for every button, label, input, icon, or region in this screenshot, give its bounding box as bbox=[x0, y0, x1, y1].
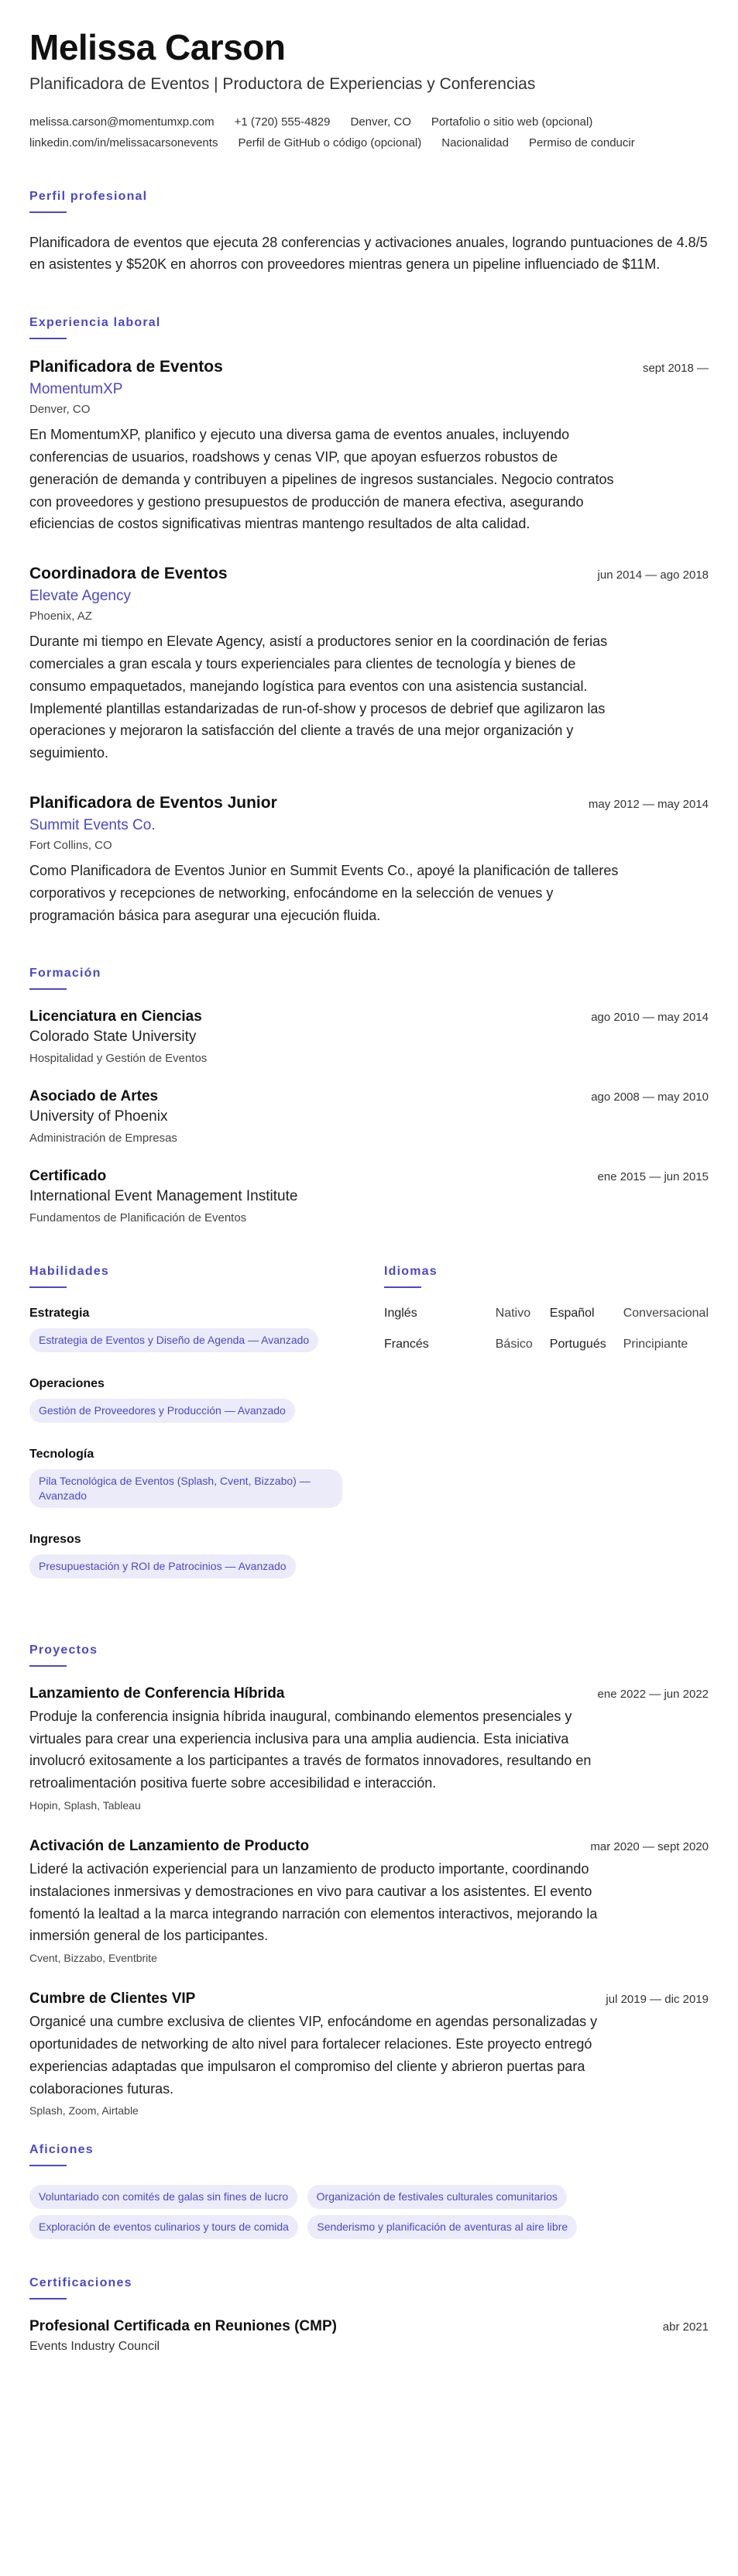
project-dates: ene 2022 — jun 2022 bbox=[597, 1687, 709, 1701]
skill-group bbox=[29, 1377, 384, 1429]
section-title: Certificaciones bbox=[29, 2276, 132, 2290]
skill-chip: Presupuestación y ROI de Patrocinios — Avanzado bbox=[29, 1554, 296, 1578]
skills-section bbox=[29, 1265, 384, 1602]
skill-category: Estrategia bbox=[29, 1307, 90, 1321]
skill-group bbox=[29, 1307, 384, 1358]
project-description: Produje la conferencia insignia híbrida inaugural, combinando elementos presenciales y virtuales para crear una experiencia inclusiva para una amplia audiencia. Esta iniciativa involucró exitosamente a los participantes a través de formatos innovadores, resultando en retroalimentación positiva fuerte sobre accesibilidad e interacción. bbox=[29, 1708, 592, 1791]
contact-email[interactable]: melissa.carson@momentumxp.com bbox=[29, 115, 215, 129]
job-description: Durante mi tiempo en Elevate Agency, asistí a productores senior en la coordinación de ferias comerciales a gran escala y tours experienciales para clientes de tecnología y bienes de consumo empaquetados, manejando logística para eventos con una asistencia sustancial. Implementé plantillas estandarizadas de run-of-show y procesos de debrief que agilizaron las operaciones y mejoraron la satisfacción del cliente a través de una mejor organización y seguimiento. bbox=[29, 634, 608, 761]
education-dates: ene 2015 — jun 2015 bbox=[597, 1170, 709, 1184]
section-title: Aficiones bbox=[29, 2143, 94, 2157]
language-list bbox=[384, 1307, 709, 1352]
education-dates: ago 2010 — may 2014 bbox=[591, 1011, 709, 1025]
hobby-chip: Exploración de eventos culinarios y tours de comida bbox=[29, 2215, 298, 2239]
degree-title: Asociado de Artes bbox=[29, 1088, 159, 1105]
skill-category: Ingresos bbox=[29, 1532, 81, 1546]
contact-github[interactable]: Perfil de GitHub o código (opcional) bbox=[238, 136, 422, 149]
profile-section bbox=[29, 190, 709, 276]
profile-summary: Planificadora de eventos que ejecuta 28 conferencias y activaciones anuales, logrando puntuaciones de 4.8/5 en asistentes y $520K en ahorros con proveedores mientras genera un pipeline influenciado de $11M. bbox=[29, 234, 708, 273]
resume-header bbox=[29, 28, 709, 149]
institution-name: International Event Management Institute bbox=[29, 1188, 298, 1205]
contact-nationality: Nacionalidad bbox=[441, 136, 509, 149]
skills-languages-row bbox=[29, 1265, 709, 1602]
job-location: Phoenix, AZ bbox=[29, 610, 92, 623]
job-dates: sept 2018 — bbox=[642, 362, 709, 376]
degree-title: Certificado bbox=[29, 1168, 107, 1185]
language-level: Nativo bbox=[495, 1307, 531, 1321]
skill-group bbox=[29, 1448, 384, 1514]
candidate-name: Melissa Carson bbox=[29, 27, 286, 67]
section-divider bbox=[384, 1286, 421, 1288]
degree-title: Licenciatura en Ciencias bbox=[29, 1008, 202, 1025]
hobby-chip: Senderismo y planificación de aventuras al aire libre bbox=[307, 2215, 577, 2239]
language-name: Inglés bbox=[384, 1307, 417, 1321]
experience-section bbox=[29, 316, 709, 926]
certification-date: abr 2021 bbox=[662, 2320, 709, 2334]
education-section bbox=[29, 967, 709, 1224]
company-name: MomentumXP bbox=[29, 381, 123, 398]
project-description: Organicé una cumbre exclusiva de clientes VIP, enfocándome en agendas personalizadas y oportunidades de networking de alto nivel para fortalecer relaciones. Este proyecto entregó experiencias adaptadas que impulsaron el compromiso del cliente y abrieron puertas para colaboraciones futuras. bbox=[29, 2014, 598, 2097]
languages-section bbox=[384, 1265, 709, 1602]
certification-issuer: Events Industry Council bbox=[29, 2340, 160, 2354]
study-field: Fundamentos de Planificación de Eventos bbox=[29, 1211, 247, 1225]
skill-category: Operaciones bbox=[29, 1377, 105, 1391]
institution-name: University of Phoenix bbox=[29, 1108, 168, 1125]
projects-section bbox=[29, 1643, 709, 2117]
hobby-chip: Voluntariado con comités de galas sin fines de lucro bbox=[29, 2185, 297, 2209]
section-divider bbox=[29, 1665, 67, 1667]
skill-group bbox=[29, 1533, 384, 1585]
contact-portfolio[interactable]: Portafolio o sitio web (opcional) bbox=[431, 115, 593, 129]
section-title: Idiomas bbox=[384, 1265, 438, 1279]
project-description: Lideré la activación experiencial para un lanzamiento de producto importante, coordinando instalaciones inmersivas y demostraciones en vivo para cautivar a los asistentes. El evento fomentó la lealtad a la marca integrando narración con elementos interactivos, mejorando la inmersión general de los participantes. bbox=[29, 1860, 598, 1944]
project-tools: Hopin, Splash, Tableau bbox=[29, 1798, 141, 1812]
hobby-list bbox=[29, 2185, 649, 2245]
job-title: Coordinadora de Eventos bbox=[29, 565, 228, 583]
skill-chip: Pila Tecnológica de Eventos (Splash, Cvent, Bizzabo) — Avanzado bbox=[29, 1469, 342, 1508]
skill-category: Tecnología bbox=[29, 1448, 94, 1461]
job-dates: jun 2014 — ago 2018 bbox=[597, 568, 709, 582]
section-divider bbox=[29, 988, 67, 990]
experience-entry bbox=[29, 358, 709, 535]
hobbies-section bbox=[29, 2143, 709, 2245]
skill-chip: Estrategia de Eventos y Diseño de Agenda — Avanzado bbox=[29, 1328, 318, 1352]
company-name: Elevate Agency bbox=[29, 588, 131, 605]
contact-linkedin[interactable]: linkedin.com/in/melissacarsonevents bbox=[29, 136, 218, 149]
language-level: Básico bbox=[495, 1338, 533, 1352]
project-entry bbox=[29, 1990, 709, 2117]
language-name: Portugués bbox=[549, 1338, 606, 1352]
project-dates: jul 2019 — dic 2019 bbox=[606, 1993, 709, 2007]
certifications-section bbox=[29, 2276, 709, 2354]
job-dates: may 2012 — may 2014 bbox=[588, 797, 709, 811]
section-title: Formación bbox=[29, 967, 101, 981]
education-entry bbox=[29, 1008, 709, 1065]
experience-entry bbox=[29, 565, 709, 764]
project-title: Lanzamiento de Conferencia Híbrida bbox=[29, 1685, 285, 1702]
institution-name: Colorado State University bbox=[29, 1029, 197, 1046]
contact-list bbox=[29, 115, 709, 149]
language-name: Francés bbox=[384, 1338, 429, 1352]
job-description: Como Planificadora de Eventos Junior en Summit Events Co., apoyé la planificación de talleres corporativos y recepciones de networking, enfocándome en la selección de venues y programación básica para asegurar una ejecución fluida. bbox=[29, 862, 619, 923]
job-description: En MomentumXP, planifico y ejecuto una diversa gama de eventos anuales, incluyendo conferencias de usuarios, roadshows y cenas VIP, que apoyan esfuerzos robustos de generación de demanda y contribuyen a pipelines de ingresos sustanciales. Negocio contratos con proveedores y gestiono presupuestos de producción de manera efectiva, asegurando eficiencias de costos significativas mientras mantengo resultados de alta calidad. bbox=[29, 427, 614, 532]
education-entry bbox=[29, 1088, 709, 1145]
project-entry bbox=[29, 1838, 709, 1964]
education-dates: ago 2008 — may 2010 bbox=[591, 1091, 709, 1104]
certification-title: Profesional Certificada en Reuniones (CMP) bbox=[29, 2318, 337, 2335]
section-title: Perfil profesional bbox=[29, 189, 148, 203]
skill-chip: Gestión de Proveedores y Producción — Avanzado bbox=[29, 1399, 295, 1423]
section-divider bbox=[29, 1286, 67, 1288]
study-field: Hospitalidad y Gestión de Eventos bbox=[29, 1052, 208, 1066]
section-divider bbox=[29, 2165, 67, 2166]
company-name: Summit Events Co. bbox=[29, 816, 156, 833]
job-location: Fort Collins, CO bbox=[29, 838, 112, 852]
project-entry bbox=[29, 1685, 709, 1812]
project-dates: mar 2020 — sept 2020 bbox=[590, 1839, 709, 1853]
language-level: Conversacional bbox=[623, 1307, 709, 1321]
section-divider bbox=[29, 2298, 67, 2300]
project-tools: Splash, Zoom, Airtable bbox=[29, 2104, 139, 2117]
section-divider bbox=[29, 338, 67, 339]
section-title: Habilidades bbox=[29, 1265, 110, 1279]
language-level: Principiante bbox=[623, 1338, 688, 1352]
contact-driving-license: Permiso de conducir bbox=[528, 136, 635, 149]
certification-entry bbox=[29, 2318, 709, 2354]
study-field: Administración de Empresas bbox=[29, 1132, 177, 1145]
language-name: Español bbox=[549, 1307, 595, 1321]
section-title: Experiencia laboral bbox=[29, 316, 161, 330]
contact-phone[interactable]: +1 (720) 555-4829 bbox=[234, 115, 331, 129]
section-divider bbox=[29, 211, 67, 213]
project-title: Cumbre de Clientes VIP bbox=[29, 1990, 196, 2008]
contact-location: Denver, CO bbox=[350, 115, 411, 129]
headline: Planificadora de Eventos | Productora de Experiencias y Conferencias bbox=[29, 74, 536, 93]
section-title: Proyectos bbox=[29, 1643, 98, 1657]
job-title: Planificadora de Eventos Junior bbox=[29, 793, 277, 812]
project-title: Activación de Lanzamiento de Producto bbox=[29, 1837, 310, 1854]
experience-entry bbox=[29, 794, 709, 926]
job-location: Denver, CO bbox=[29, 403, 91, 417]
project-tools: Cvent, Bizzabo, Eventbrite bbox=[29, 1952, 157, 1965]
hobby-chip: Organización de festivales culturales comunitarios bbox=[307, 2185, 567, 2209]
education-entry bbox=[29, 1168, 709, 1224]
job-title: Planificadora de Eventos bbox=[29, 358, 223, 376]
